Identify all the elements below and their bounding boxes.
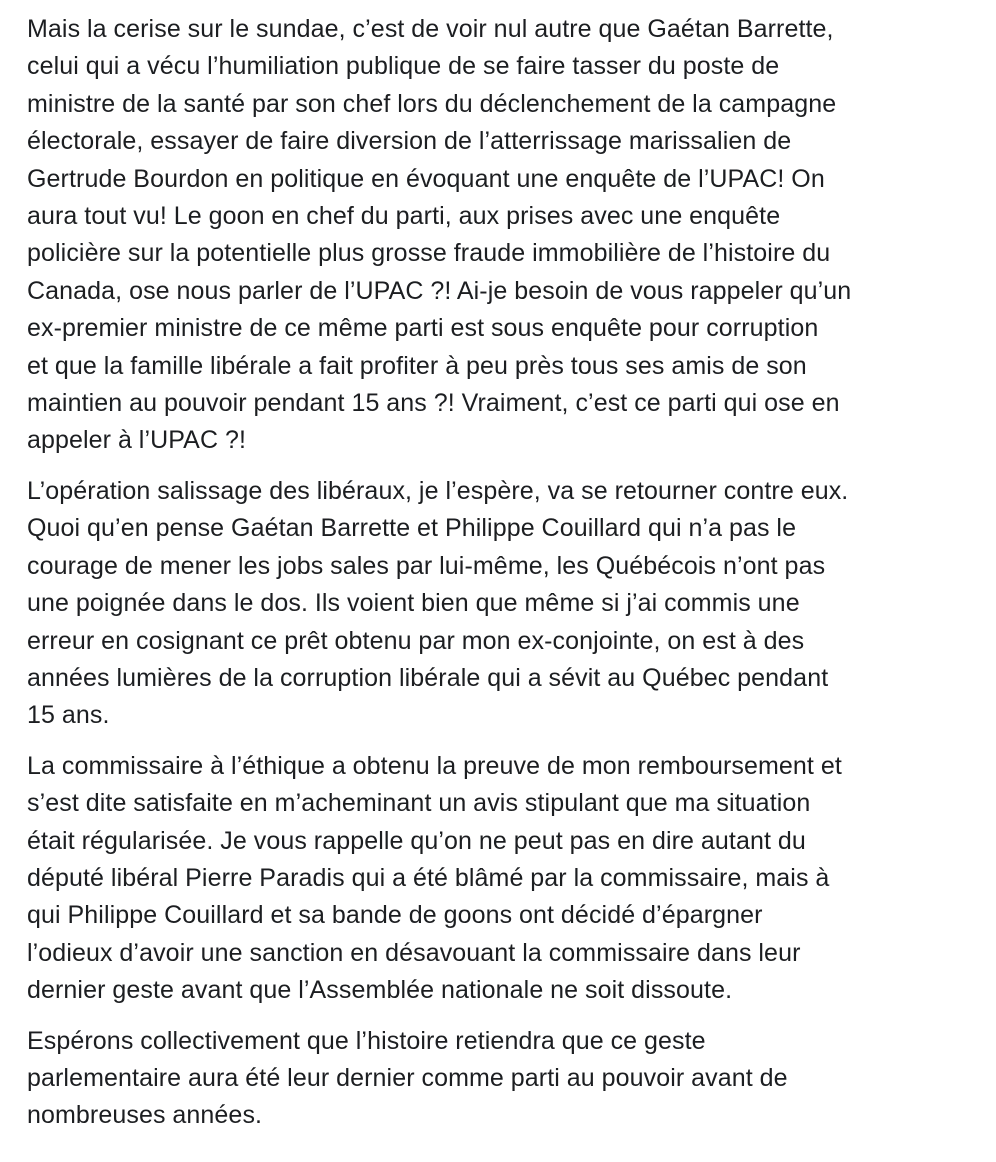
post-paragraph-1: Mais la cerise sur le sundae, c’est de voir nul autre que Gaétan Barrette, celui qui a vécu l’humiliation publique de se faire tasser du poste de ministre de la santé par son chef lors du déclenchement de la campagne électorale, essayer de faire diversion de l’atterrissage marissalien de Gertrude Bourdon en politique en évoquant une enquête de l’UPAC! On aura tout vu! Le goon en chef du parti, aux prises avec une enquête policière sur la potentielle plus grosse fraude immobilière de l’histoire du Canada, ose nous parler de l’UPAC ?! Ai-je besoin de vous rappeler qu’un ex-premier ministre de ce même parti est sous enquête pour corruption et que la famille libérale a fait profiter à peu près tous ses amis de son maintien au pouvoir pendant 15 ans ?! Vraiment, c’est ce parti qui ose en appeler à l’UPAC ?! — [27, 15, 852, 455]
post-paragraph-3: La commissaire à l’éthique a obtenu la preuve de mon remboursement et s’est dite satisfaite en m’acheminant un avis stipulant que ma situation était régularisée. Je vous rappelle qu’on ne peut pas en dire autant du député libéral Pierre Paradis qui a été blâmé par la commissaire, mais à qui Philippe Couillard et sa bande de goons ont décidé d’épargner l’odieux d’avoir une sanction en désavouant la commissaire dans leur dernier geste avant que l’Assemblée nationale ne soit dissoute. — [27, 751, 842, 1005]
post-paragraph-2: L’opération salissage des libéraux, je l’espère, va se retourner contre eux. Quoi qu’en pense Gaétan Barrette et Philippe Couillard qui n’a pas le courage de mener les jobs sales par lui-même, les Québécois n’ont pas une poignée dans le dos. Ils voient bien que même si j’ai commis une erreur en cosignant ce prêt obtenu par mon ex-conjointe, on est à des années lumières de la corruption libérale qui a sévit au Québec pendant 15 ans. — [27, 476, 849, 730]
post-paragraph-4: Espérons collectivement que l’histoire retiendra que ce geste parlementaire aura été leur dernier comme parti au pouvoir avant de nombreuses années. — [27, 1026, 788, 1130]
